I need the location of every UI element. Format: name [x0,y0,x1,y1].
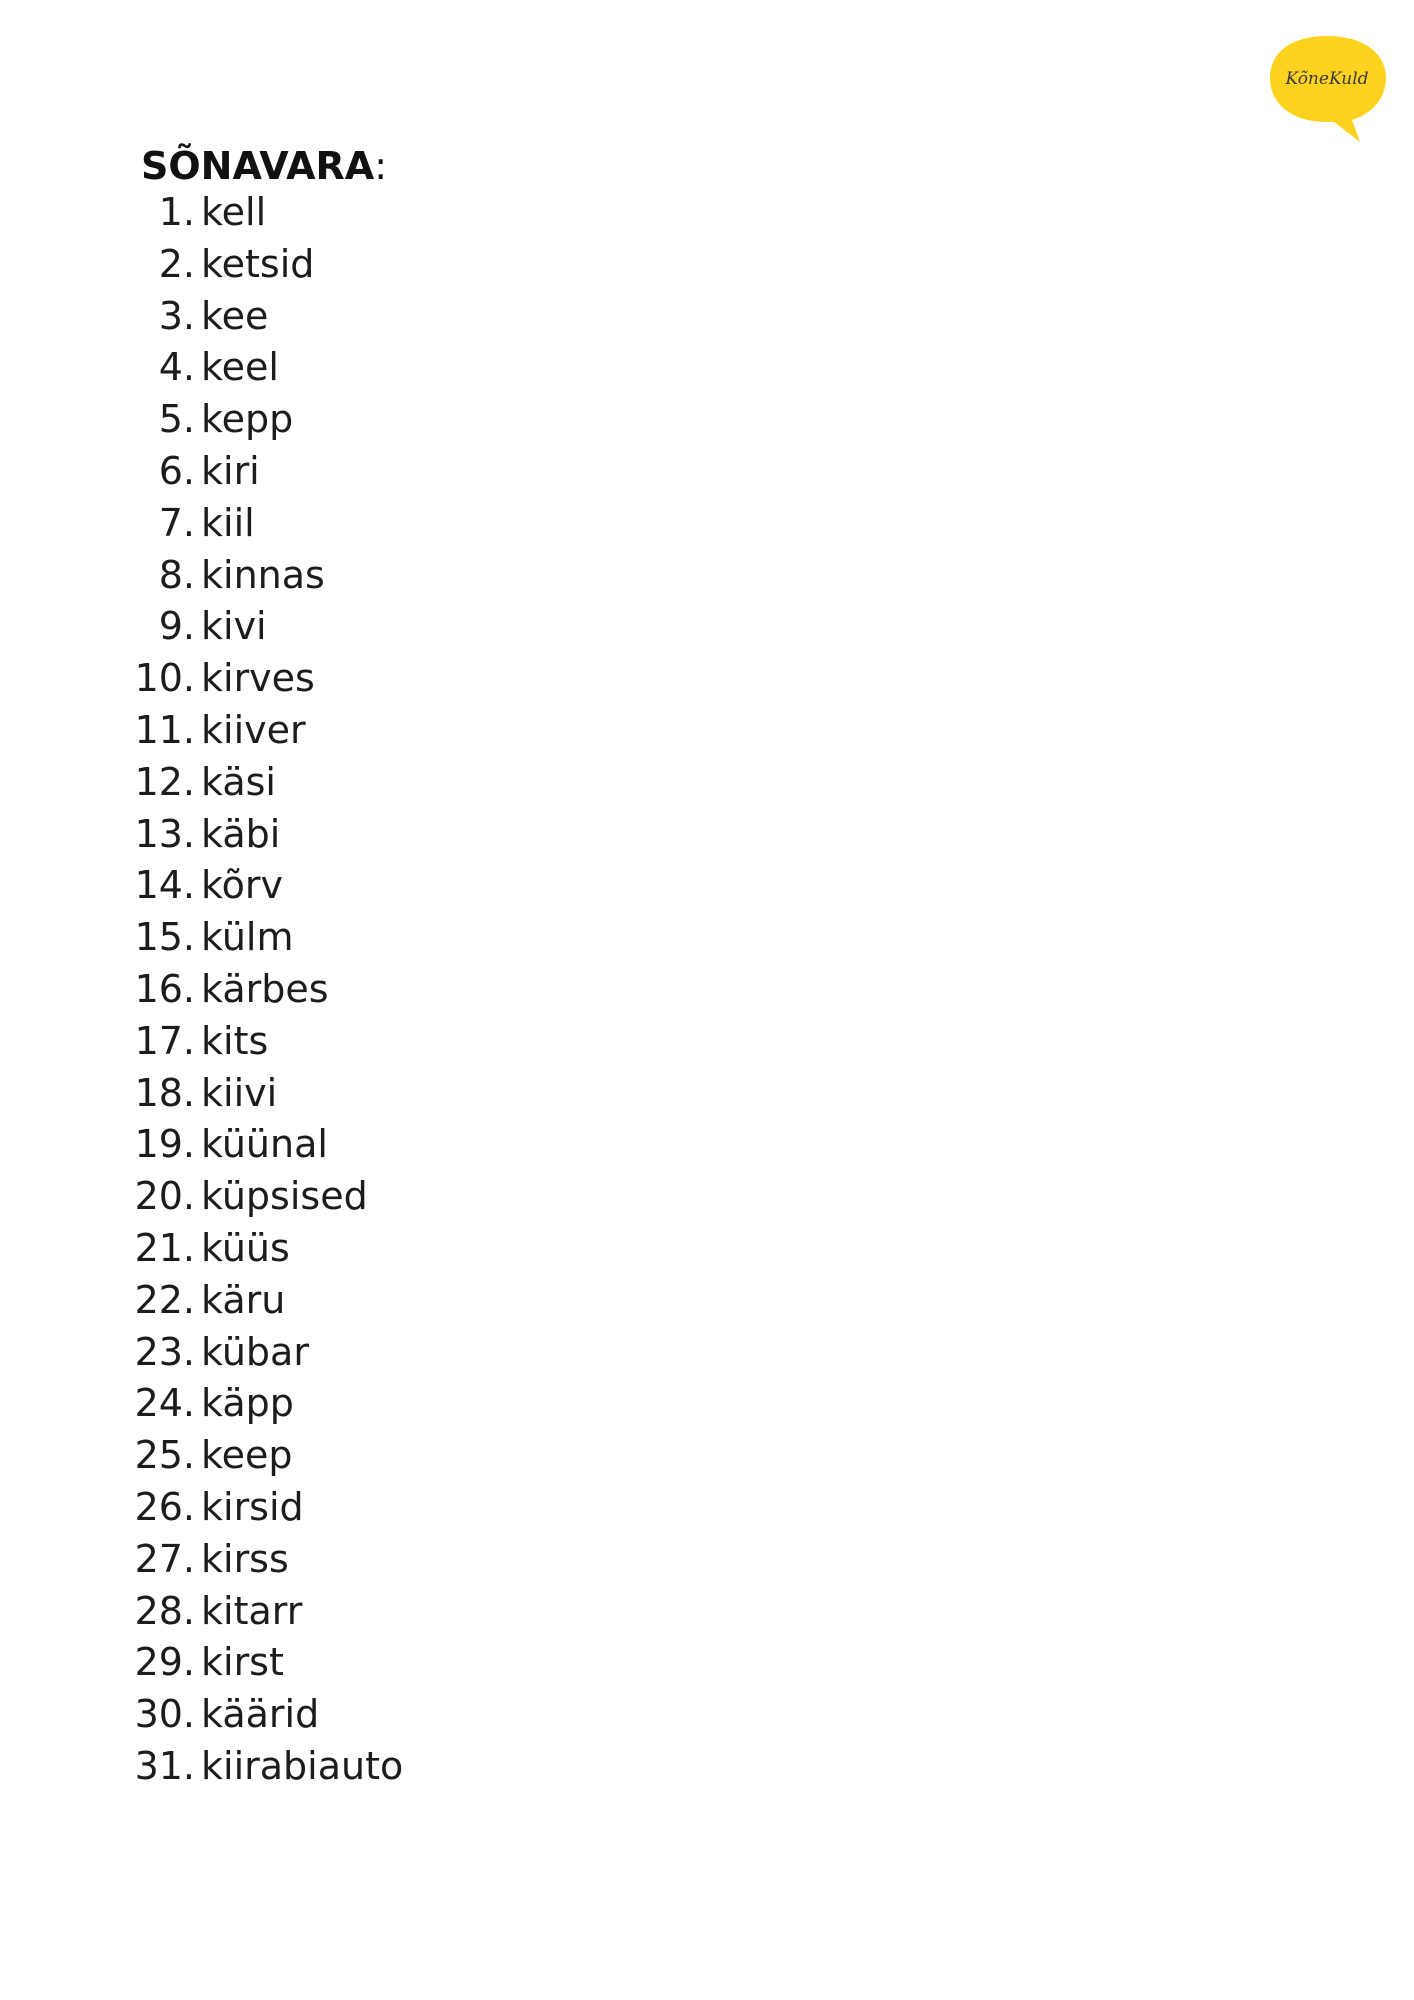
list-item [0,1016,403,1068]
list-item [0,1223,403,1275]
list-item [0,1119,403,1171]
list-item-word: küpsised [201,1174,368,1219]
list-item-number: 30. [134,1692,195,1737]
page-title [141,140,387,192]
list-item [0,860,403,912]
list-item [0,653,403,705]
list-item-word: keep [201,1433,293,1478]
list-item [0,394,403,446]
list-item [0,498,403,550]
list-item-number: 17. [134,1018,195,1063]
list-item-number: 21. [134,1225,195,1270]
list-item-number: 5. [158,397,195,442]
list-item-word: kiil [201,500,255,545]
logo-bubble [1270,36,1386,142]
list-item-word: kivi [201,604,267,649]
page-title-colon: : [374,144,388,188]
logo [1262,30,1392,150]
list-item-word: keel [201,345,279,390]
list-item-word: käru [201,1277,286,1322]
list-item-word: kepp [201,397,294,442]
list-item [0,239,403,291]
list-item-number: 26. [134,1484,195,1529]
list-item-word: kiiver [201,707,306,752]
list-item-word: kee [201,293,269,338]
list-item-word: kinnas [201,552,325,597]
list-item-number: 9. [158,604,195,649]
list-item-number: 4. [158,345,195,390]
list-item-number: 15. [134,915,195,960]
page-title-label: SÕNAVARA [141,144,375,188]
list-item-word: kitarr [201,1588,303,1633]
vocabulary-list [0,187,403,1793]
list-item-number: 29. [134,1640,195,1685]
list-item [0,1586,403,1638]
list-item-number: 6. [158,448,195,493]
list-item-number: 19. [134,1122,195,1167]
list-item-number: 13. [134,811,195,856]
list-item-word: kirsid [201,1484,304,1529]
list-item [0,964,403,1016]
list-item-number: 28. [134,1588,195,1633]
list-item-word: käbi [201,811,281,856]
list-item-word: käsi [201,759,276,804]
list-item-number: 3. [158,293,195,338]
list-item-number: 16. [134,966,195,1011]
list-item-word: ketsid [201,241,315,286]
list-item-word: kärbes [201,966,329,1011]
list-item-word: kõrv [201,863,284,908]
list-item-number: 14. [134,863,195,908]
list-item-word: käpp [201,1381,294,1426]
list-item [0,1378,403,1430]
list-item [0,1482,403,1534]
list-item [0,1068,403,1120]
list-item-number: 18. [134,1070,195,1115]
list-item-word: kirves [201,656,315,701]
list-item-number: 12. [134,759,195,804]
list-item-number: 20. [134,1174,195,1219]
list-item [0,1534,403,1586]
list-item [0,1689,403,1741]
list-item-word: kiivi [201,1070,278,1115]
list-item-number: 22. [134,1277,195,1322]
list-item [0,1171,403,1223]
list-item-word: kits [201,1018,269,1063]
list-item-number: 2. [158,241,195,286]
list-item [0,1430,403,1482]
list-item-word: kiirabiauto [201,1743,404,1788]
list-item-number: 8. [158,552,195,597]
list-item [0,291,403,343]
list-item-number: 1. [158,190,195,234]
list-item-number: 27. [134,1536,195,1581]
speech-bubble-logo [1262,30,1392,150]
list-item-word: kiri [201,448,260,493]
list-item-number: 7. [158,500,195,545]
list-item [0,809,403,861]
list-item-word: käärid [201,1692,320,1737]
list-item [0,1741,403,1793]
list-item [0,550,403,602]
list-item [0,912,403,964]
list-item-word: külm [201,915,294,960]
logo-text: KõneKuld [1285,69,1369,89]
list-item-word: kirst [201,1640,284,1685]
list-item-word: kirss [201,1536,289,1581]
list-item [0,757,403,809]
list-item-number: 24. [134,1381,195,1426]
list-item-word: kübar [201,1329,309,1374]
list-item-word: küünal [201,1122,328,1167]
list-item-number: 31. [134,1743,195,1788]
list-item [0,187,403,239]
list-item [0,601,403,653]
list-item [0,1275,403,1327]
list-item [0,1327,403,1379]
list-item-word: küüs [201,1225,290,1270]
list-item [0,1637,403,1689]
list-item [0,342,403,394]
list-item-number: 11. [134,707,195,752]
list-item-word: kell [201,190,267,234]
list-item-number: 25. [134,1433,195,1478]
list-item [0,446,403,498]
list-item-number: 23. [134,1329,195,1374]
list-item-number: 10. [134,656,195,701]
list-item [0,705,403,757]
